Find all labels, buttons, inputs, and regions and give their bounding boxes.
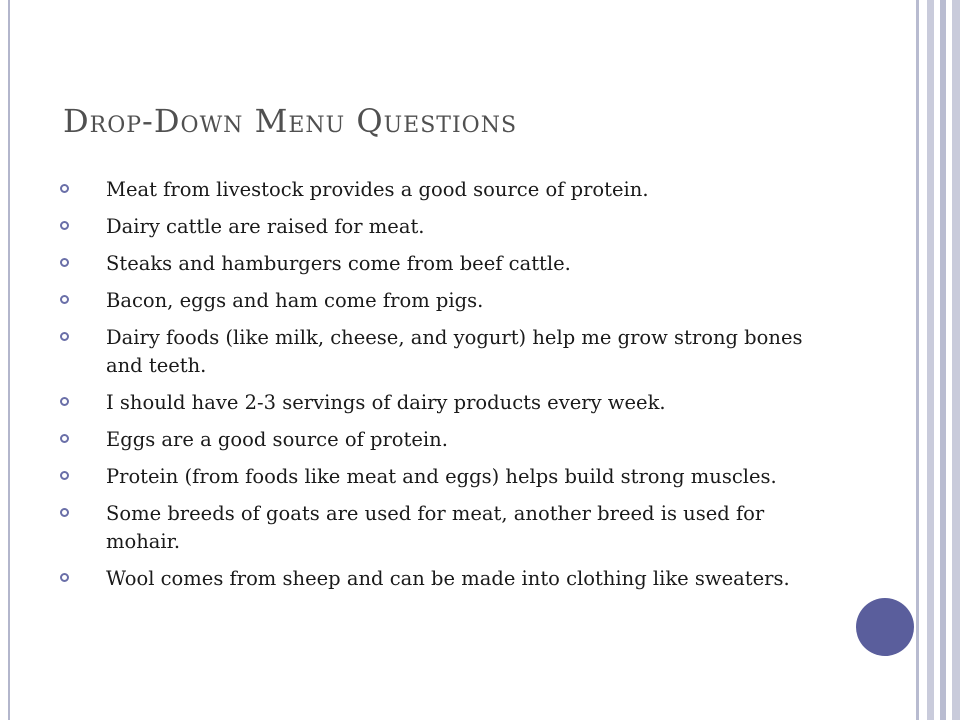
bullet-item (60, 500, 830, 556)
slide-title: Drop-Down Menu Questions (63, 102, 518, 140)
bullet-text: Bacon, eggs and ham come from pigs. (106, 289, 484, 312)
bullet-text: Meat from livestock provides a good source of protein. (106, 178, 649, 201)
bullet-text: I should have 2-3 servings of dairy products every week. (106, 391, 666, 414)
bullet-item (60, 324, 830, 380)
decorative-stripe (916, 0, 919, 720)
hollow-circle-bullet-icon (60, 434, 69, 443)
hollow-circle-bullet-icon (60, 332, 69, 341)
hollow-circle-bullet-icon (60, 573, 69, 582)
bullet-item (60, 287, 830, 315)
hollow-circle-bullet-icon (60, 221, 69, 230)
accent-circle (856, 598, 914, 656)
bullet-item (60, 176, 830, 204)
bullet-text: Protein (from foods like meat and eggs) helps build strong muscles. (106, 465, 777, 488)
hollow-circle-bullet-icon (60, 258, 69, 267)
bullet-item (60, 213, 830, 241)
bullet-text: Some breeds of goats are used for meat, another breed is used for mohair. (106, 502, 765, 553)
bullet-item (60, 565, 830, 593)
bullet-text: Eggs are a good source of protein. (106, 428, 448, 451)
bullet-text: Steaks and hamburgers come from beef cattle. (106, 252, 571, 275)
hollow-circle-bullet-icon (60, 295, 69, 304)
bullet-list (60, 176, 830, 602)
left-border-line (8, 0, 10, 720)
bullet-text: Dairy cattle are raised for meat. (106, 215, 425, 238)
decorative-stripe (927, 0, 934, 720)
bullet-item (60, 389, 830, 417)
bullet-item (60, 250, 830, 278)
decorative-stripe (952, 0, 960, 720)
bullet-item (60, 463, 830, 491)
bullet-text: Wool comes from sheep and can be made into clothing like sweaters. (106, 567, 790, 590)
decorative-stripe (940, 0, 946, 720)
bullet-text: Dairy foods (like milk, cheese, and yogurt) help me grow strong bones and teeth. (106, 326, 803, 377)
hollow-circle-bullet-icon (60, 184, 69, 193)
bullet-item (60, 426, 830, 454)
hollow-circle-bullet-icon (60, 397, 69, 406)
hollow-circle-bullet-icon (60, 508, 69, 517)
hollow-circle-bullet-icon (60, 471, 69, 480)
